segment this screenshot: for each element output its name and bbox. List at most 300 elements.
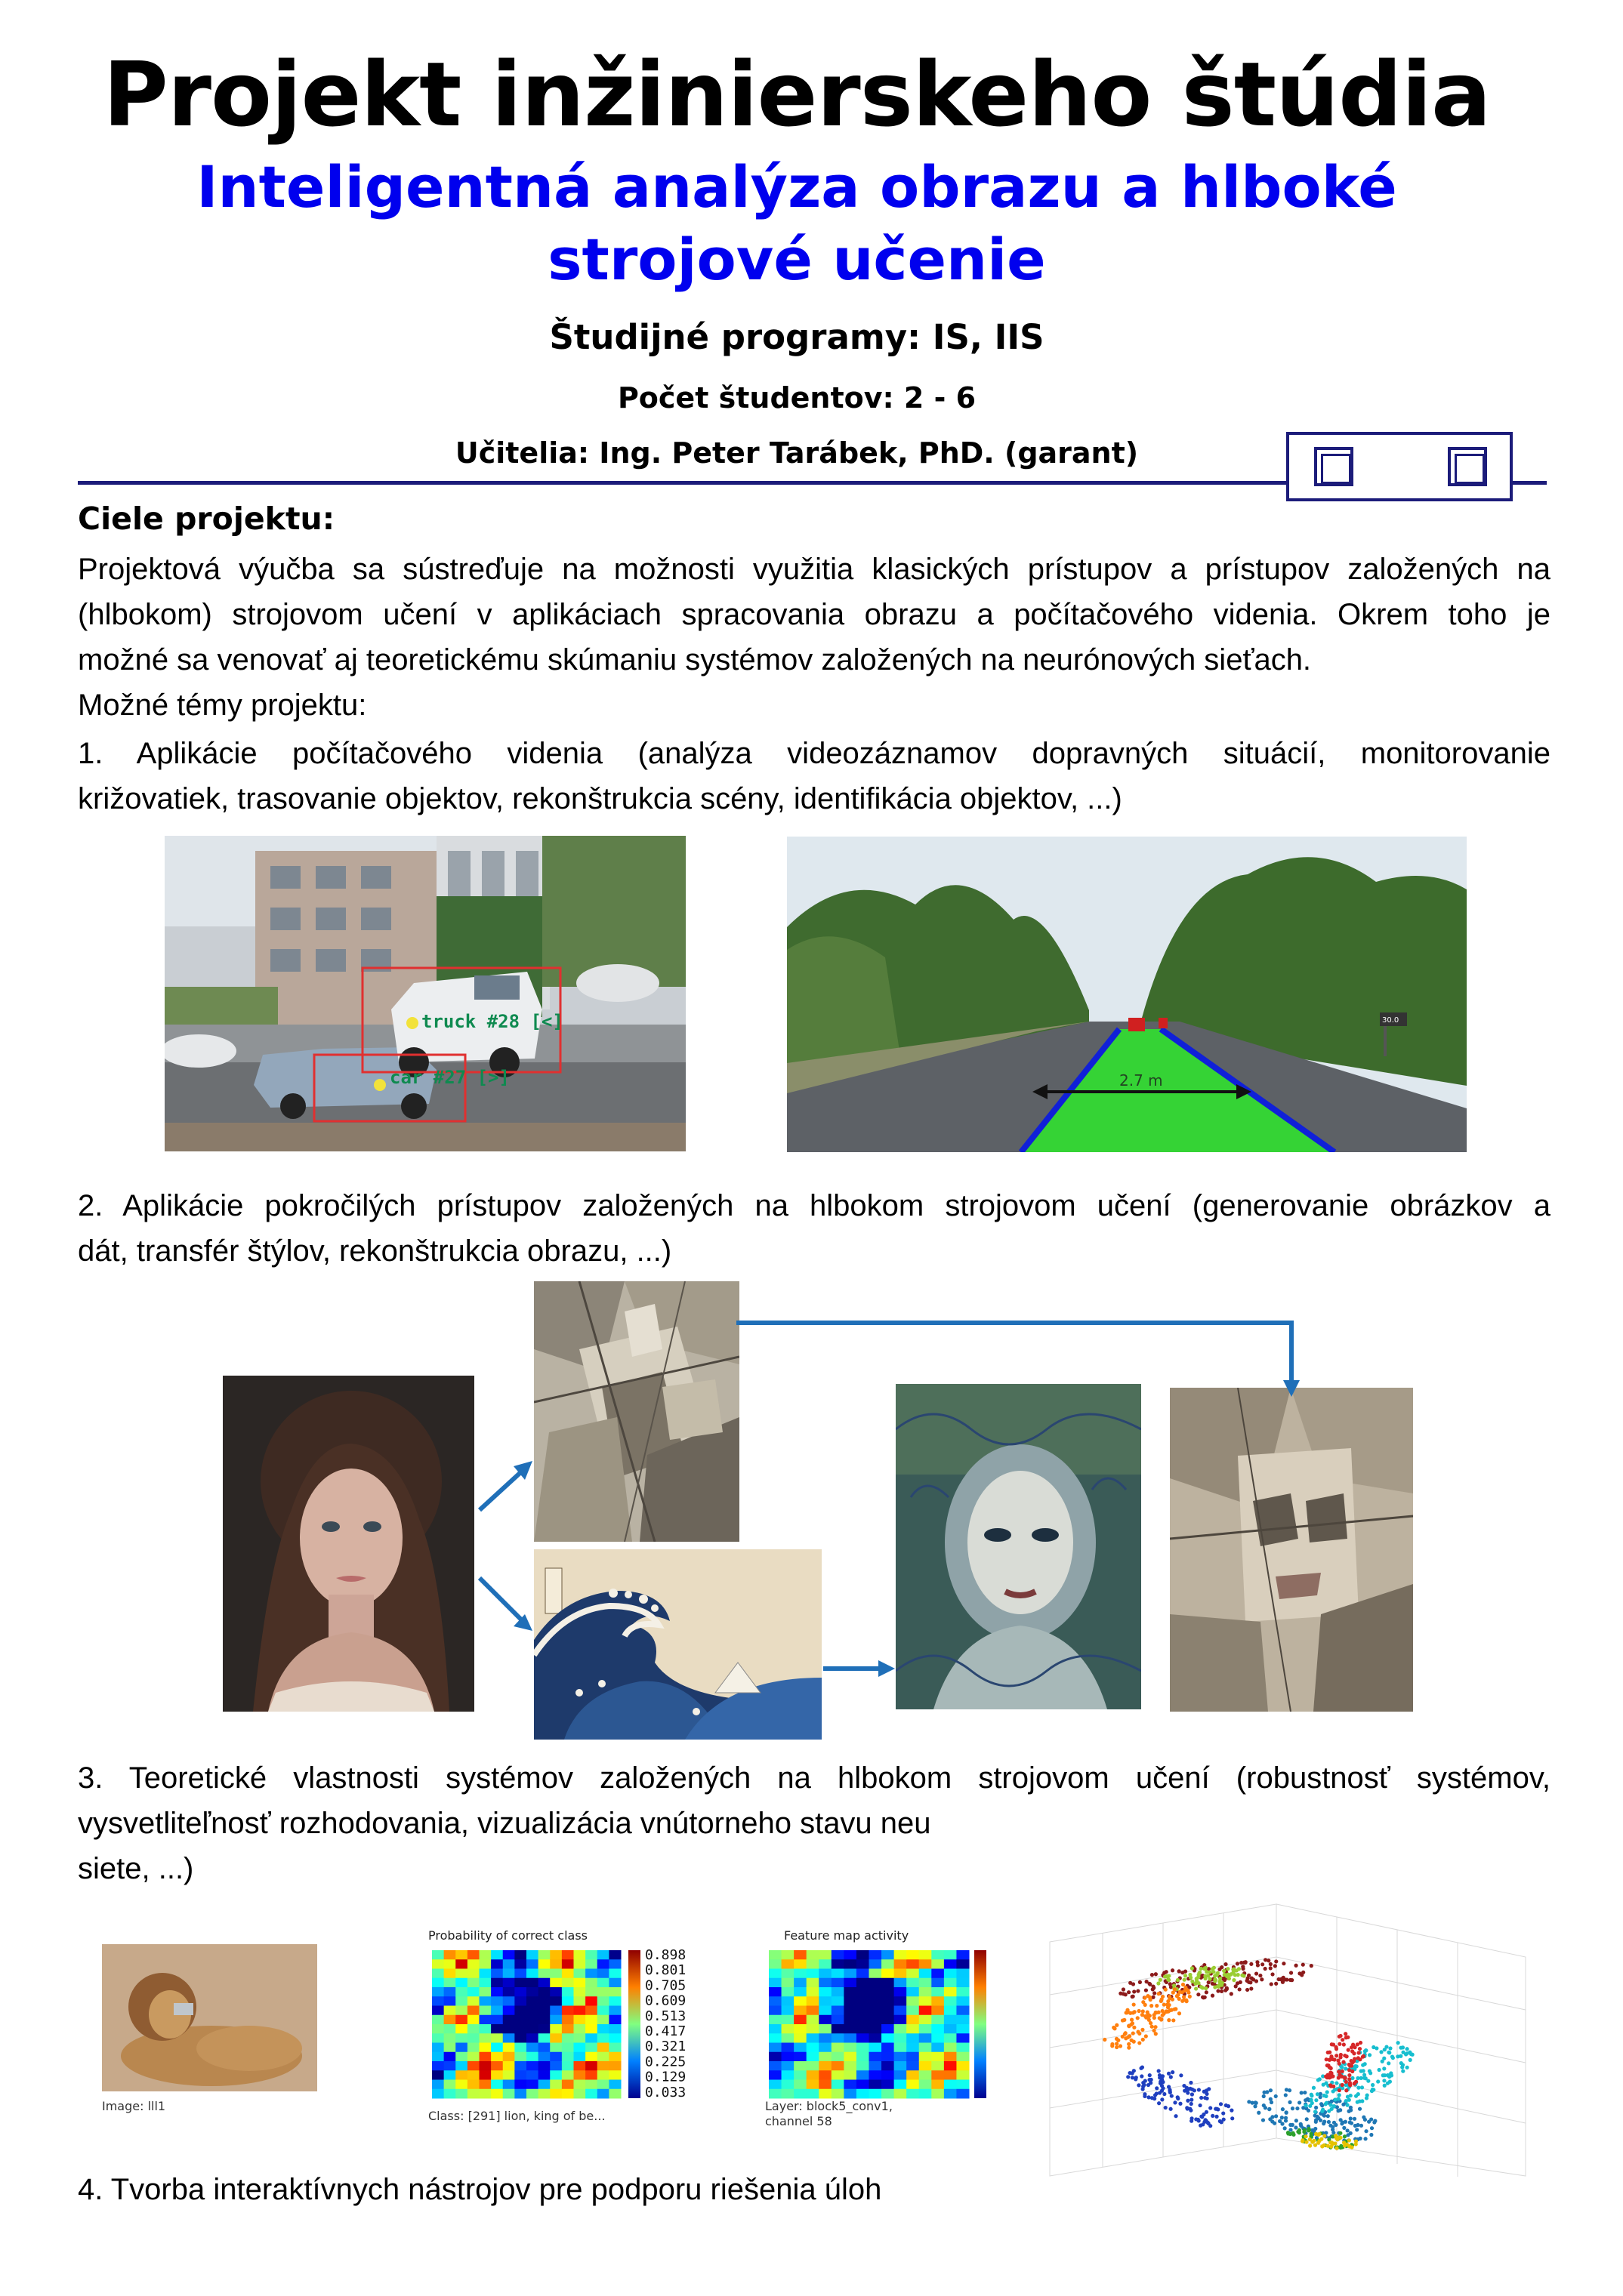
scatter-point bbox=[1387, 2051, 1390, 2054]
scatter-point bbox=[1387, 2061, 1390, 2065]
heatmap-cell bbox=[944, 1987, 957, 1997]
heatmap-cell bbox=[609, 1996, 621, 2006]
heatmap-cell bbox=[919, 2033, 932, 2043]
scatter-point bbox=[1285, 2088, 1288, 2091]
scatter-point bbox=[1383, 2084, 1387, 2088]
heatmap-cell bbox=[491, 1996, 503, 2006]
heatmap-cell bbox=[881, 1996, 894, 2006]
scatter-point bbox=[1174, 2114, 1177, 2118]
scatter-point bbox=[1376, 2079, 1380, 2083]
scatter-point bbox=[1344, 2032, 1347, 2036]
heatmap-cell bbox=[894, 2033, 907, 2043]
scatter-point bbox=[1335, 2147, 1338, 2150]
scatter-point bbox=[1308, 2143, 1312, 2147]
scatter-point bbox=[1200, 2115, 1204, 2119]
subtitle-line-1: Inteligentná analýza obrazu a hlboké bbox=[196, 153, 1397, 220]
heatmap-cell bbox=[526, 2015, 538, 2025]
scatter-point bbox=[1290, 1978, 1294, 1982]
heatmap-cell bbox=[480, 1978, 492, 1988]
heatmap-cell bbox=[467, 1978, 480, 1988]
heatmap-cell bbox=[491, 2033, 503, 2043]
scatter-point bbox=[1310, 2094, 1313, 2097]
heatmap-cell bbox=[514, 2070, 526, 2080]
scatter-point bbox=[1146, 2011, 1149, 2014]
heatmap-cell bbox=[585, 2052, 597, 2062]
scatter-point bbox=[1173, 2100, 1177, 2104]
scatter-point bbox=[1347, 2077, 1351, 2081]
heatmap-cell bbox=[455, 1996, 467, 2006]
heatmap-cell bbox=[906, 2089, 919, 2099]
heatmap-cell bbox=[807, 2061, 819, 2071]
heatmap-cell bbox=[597, 2024, 609, 2034]
heatmap-cell bbox=[503, 2043, 515, 2053]
heatmap-cell bbox=[597, 2043, 609, 2053]
heatmap-cell bbox=[550, 2052, 562, 2062]
heatmap-cell bbox=[491, 2006, 503, 2016]
scatter-point bbox=[1346, 2128, 1350, 2132]
scatter-point bbox=[1189, 2098, 1193, 2102]
scatter-point bbox=[1149, 2004, 1153, 2008]
scatter-point bbox=[1220, 2120, 1223, 2124]
heatmap-cell bbox=[550, 1987, 562, 1997]
scatter-point bbox=[1360, 2085, 1364, 2089]
scatter-point bbox=[1365, 2096, 1368, 2100]
heatmap-cell bbox=[467, 1950, 480, 1960]
scatter-point bbox=[1137, 2041, 1141, 2045]
study-programs: Študijné programy: IS, IIS bbox=[549, 317, 1044, 357]
heatmap-cell bbox=[944, 2006, 957, 2016]
heatmap-cell bbox=[782, 2080, 795, 2090]
scatter-point bbox=[1404, 2052, 1408, 2056]
heatmap-cell bbox=[467, 2052, 480, 2062]
heatmap-cell bbox=[526, 2024, 538, 2034]
heatmap-cell bbox=[514, 2061, 526, 2071]
heatmap-cell bbox=[597, 1978, 609, 1988]
heatmap-cell bbox=[432, 1987, 444, 1997]
heatmap-cell bbox=[574, 2043, 586, 2053]
heatmap-cell bbox=[769, 2033, 782, 2043]
scatter-point bbox=[1280, 2116, 1284, 2119]
feature-map-title: Feature map activity bbox=[784, 1928, 909, 1943]
heatmap-cell bbox=[480, 2043, 492, 2053]
scatter-point bbox=[1169, 2075, 1173, 2079]
heatmap-cell bbox=[597, 2033, 609, 2043]
scatter-point bbox=[1342, 2140, 1346, 2144]
scatter-point bbox=[1226, 1967, 1230, 1971]
scatter-point bbox=[1236, 1962, 1239, 1965]
heatmap-cell bbox=[931, 1950, 944, 1960]
scatter-point bbox=[1136, 2016, 1140, 2020]
heatmap-cell bbox=[432, 2043, 444, 2053]
scatter-point bbox=[1190, 2088, 1194, 2091]
scatter-point bbox=[1203, 2096, 1207, 2100]
scatter-point bbox=[1223, 1989, 1227, 1992]
scatter-point bbox=[1222, 1969, 1226, 1973]
scatter-point bbox=[1247, 1980, 1251, 1984]
heatmap-cell bbox=[609, 2033, 621, 2043]
scatter-point bbox=[1115, 2045, 1119, 2049]
heatmap-cell bbox=[574, 2024, 586, 2034]
colorbar-tick-label: 0.609 bbox=[645, 1992, 687, 2009]
heatmap-cell bbox=[455, 2043, 467, 2053]
heatmap-cell bbox=[856, 2061, 869, 2071]
heatmap-cell bbox=[869, 1959, 882, 1969]
heatmap-cell bbox=[503, 1969, 515, 1979]
scatter-point bbox=[1157, 2101, 1161, 2105]
heatmap-cell bbox=[480, 1969, 492, 1979]
scatter-point bbox=[1207, 2122, 1211, 2125]
heatmap-cell bbox=[514, 2015, 526, 2025]
scatter-point bbox=[1238, 1987, 1242, 1991]
heatmap-cell bbox=[906, 1996, 919, 2006]
scatter-point bbox=[1241, 1965, 1245, 1968]
scatter-point bbox=[1178, 2102, 1182, 2106]
heatmap-cell bbox=[526, 2089, 538, 2099]
heatmap-cell bbox=[467, 2006, 480, 2016]
heatmap-cell bbox=[782, 1959, 795, 1969]
heatmap-cell bbox=[444, 1959, 456, 1969]
heatmap-cell bbox=[585, 2006, 597, 2016]
heatmap-cell bbox=[844, 1978, 856, 1988]
heatmap-cell bbox=[538, 1996, 551, 2006]
scatter-point bbox=[1122, 1987, 1125, 1991]
scatter-point bbox=[1177, 2011, 1181, 2015]
scatter-point bbox=[1155, 2091, 1159, 2095]
scatter-point bbox=[1189, 2102, 1193, 2106]
heatmap-cell bbox=[869, 2033, 882, 2043]
scatter-point bbox=[1338, 2136, 1342, 2140]
topic-4 bbox=[78, 2167, 1550, 2212]
scatter-point bbox=[1131, 2071, 1134, 2075]
scatter-point bbox=[1291, 2133, 1295, 2137]
heatmap-cell bbox=[944, 2015, 957, 2025]
heatmap-cell bbox=[514, 2033, 526, 2043]
probability-heatmap-panel bbox=[424, 1928, 727, 2130]
heatmap-cell bbox=[832, 2080, 844, 2090]
scatter-point bbox=[1140, 2028, 1144, 2032]
scatter-point bbox=[1396, 2041, 1400, 2045]
scatter-point bbox=[1146, 2095, 1150, 2099]
heatmap-cell bbox=[514, 2089, 526, 2099]
topic-line: 2. Aplikácie pokročilých prístupov založených na hlbokom strojovom učení (generovanie obrázkov a bbox=[78, 1189, 1550, 1222]
heatmap-cell bbox=[919, 2015, 932, 2025]
heatmap-cell bbox=[769, 2015, 782, 2025]
scatter-point bbox=[1213, 1985, 1217, 1989]
scatter-point bbox=[1130, 2039, 1134, 2042]
scatter-point bbox=[1278, 2119, 1282, 2123]
scatter-point bbox=[1148, 1996, 1152, 1999]
heatmap-cell bbox=[769, 1978, 782, 1988]
heatmap-cell bbox=[514, 2006, 526, 2016]
heatmap-cell bbox=[432, 2052, 444, 2062]
scatter-point bbox=[1165, 1974, 1168, 1978]
heatmap-cell bbox=[881, 1978, 894, 1988]
topic-line: dát, transfér štýlov, rekonštrukcia obrazu, ...) bbox=[78, 1234, 672, 1268]
heatmap-cell bbox=[819, 1987, 832, 1997]
heatmap-cell bbox=[931, 1987, 944, 1997]
heatmap-cell bbox=[769, 2024, 782, 2034]
heatmap-cell bbox=[574, 1978, 586, 1988]
heatmap-cell bbox=[856, 1996, 869, 2006]
heatmap-cell bbox=[794, 1959, 807, 1969]
heatmap-cell bbox=[844, 2080, 856, 2090]
scatter-point bbox=[1164, 1988, 1168, 1992]
scatter-point bbox=[1176, 2095, 1180, 2099]
scatter-point bbox=[1347, 2138, 1351, 2142]
scatter-point bbox=[1147, 2018, 1151, 2022]
heatmap-cell bbox=[432, 2061, 444, 2071]
goals-heading: Ciele projektu: bbox=[78, 501, 335, 537]
topic-line: križovatiek, trasovanie objektov, rekonštrukcia scény, identifikácia objektov, ...) bbox=[78, 782, 1122, 815]
heatmap-cell bbox=[609, 1959, 621, 1969]
heatmap-cell bbox=[503, 1950, 515, 1960]
heatmap-cell bbox=[931, 1996, 944, 2006]
scatter-point bbox=[1328, 2140, 1332, 2144]
scatter-point bbox=[1221, 2111, 1225, 2115]
scatter-point bbox=[1162, 2002, 1166, 2006]
scatter-point bbox=[1314, 2118, 1318, 2122]
scatter-point bbox=[1284, 2093, 1288, 2097]
heatmap-cell bbox=[538, 2015, 551, 2025]
scatter-point bbox=[1103, 2038, 1106, 2042]
heatmap-cell bbox=[782, 2015, 795, 2025]
scatter-point bbox=[1261, 2118, 1265, 2122]
heatmap-cell bbox=[550, 1969, 562, 1979]
heatmap-cell bbox=[467, 2080, 480, 2090]
scatter-point bbox=[1254, 2101, 1258, 2105]
scatter-point bbox=[1320, 2110, 1324, 2113]
scatter-point bbox=[1340, 2065, 1344, 2069]
heatmap-cell bbox=[514, 1978, 526, 1988]
scatter-point bbox=[1304, 2098, 1307, 2102]
scatter-point bbox=[1223, 1962, 1227, 1966]
heatmap-cell bbox=[931, 1959, 944, 1969]
scatter-point bbox=[1150, 1973, 1154, 1977]
scatter-point bbox=[1141, 2038, 1145, 2042]
heatmap-cell bbox=[432, 2006, 444, 2016]
scatter-point bbox=[1325, 2101, 1328, 2105]
heatmap-cell bbox=[480, 2070, 492, 2080]
lion-image-caption: Image: lll1 bbox=[102, 2099, 166, 2113]
heatmap-cell bbox=[956, 1959, 969, 1969]
scatter-point bbox=[1267, 2107, 1271, 2111]
heatmap-cell bbox=[491, 1969, 503, 1979]
heatmap-cell bbox=[455, 2061, 467, 2071]
scatter-point bbox=[1196, 1992, 1200, 1996]
heatmap-cell bbox=[782, 2024, 795, 2034]
subtitle-line-2: strojové učenie bbox=[548, 226, 1046, 293]
heatmap-cell bbox=[562, 2043, 574, 2053]
heatmap-cell bbox=[609, 2052, 621, 2062]
heatmap-cell bbox=[503, 2080, 515, 2090]
heatmap-cell bbox=[956, 2080, 969, 2090]
heatmap-cell bbox=[807, 1969, 819, 1979]
heatmap-cell bbox=[609, 2061, 621, 2071]
heatmap-cell bbox=[514, 1969, 526, 1979]
scatter-point bbox=[1300, 2091, 1304, 2094]
heatmap-cell bbox=[597, 2080, 609, 2090]
heatmap-cell bbox=[869, 1987, 882, 1997]
heatmap-cell bbox=[574, 2070, 586, 2080]
heatmap-cell bbox=[503, 1978, 515, 1988]
heatmap-cell bbox=[550, 2089, 562, 2099]
heatmap-cell bbox=[819, 2015, 832, 2025]
heatmap-cell bbox=[480, 2052, 492, 2062]
heatmap-cell bbox=[782, 2043, 795, 2053]
heatmap-cell bbox=[550, 2061, 562, 2071]
feature-map-caption-2: channel 58 bbox=[765, 2114, 832, 2128]
scatter-point bbox=[1152, 2097, 1156, 2100]
embedding-3d-scatter-image bbox=[1027, 1889, 1548, 2206]
scatter-point bbox=[1115, 2023, 1119, 2027]
topic-line: 3. Teoretické vlastnosti systémov založených na hlbokom strojovom učení (robustnosť systémov, bbox=[78, 1761, 1550, 1795]
scatter-point bbox=[1174, 2007, 1177, 2011]
scatter-point bbox=[1344, 2080, 1348, 2084]
scatter-point bbox=[1351, 2043, 1355, 2047]
topic-line: vysvetliteľnosť rozhodovania, vizualizácia vnútorneho stavu neu bbox=[78, 1807, 931, 1840]
heatmap-cell bbox=[491, 2061, 503, 2071]
heatmap-cell bbox=[769, 1959, 782, 1969]
heatmap-cell bbox=[597, 2015, 609, 2025]
scatter-point bbox=[1322, 2083, 1325, 2087]
scatter-point bbox=[1341, 2103, 1345, 2106]
heatmap-cell bbox=[585, 1959, 597, 1969]
heatmap-cell bbox=[894, 1959, 907, 1969]
distance-label: 2.7 m bbox=[1119, 1071, 1163, 1089]
heatmap-cell bbox=[832, 2024, 844, 2034]
heatmap-cell bbox=[906, 2061, 919, 2071]
scatter-point bbox=[1204, 1986, 1208, 1990]
heatmap-cell bbox=[444, 2024, 456, 2034]
heatmap-cell bbox=[944, 1996, 957, 2006]
scatter-point bbox=[1368, 2069, 1372, 2073]
scatter-point bbox=[1388, 2046, 1392, 2050]
scatter-point bbox=[1301, 1963, 1305, 1967]
heatmap-cell bbox=[769, 1996, 782, 2006]
scatter-point bbox=[1282, 1962, 1285, 1965]
scatter-point bbox=[1361, 2063, 1365, 2067]
heatmap-cell bbox=[944, 1978, 957, 1988]
scatter-point bbox=[1331, 2042, 1335, 2046]
heatmap-cell bbox=[550, 2043, 562, 2053]
heatmap-cell bbox=[844, 2089, 856, 2099]
heatmap-cell bbox=[514, 2043, 526, 2053]
topic-line: siete, ...) bbox=[78, 1852, 194, 1885]
scatter-point bbox=[1344, 2066, 1347, 2070]
heatmap-cell bbox=[894, 1987, 907, 1997]
scatter-point bbox=[1350, 2063, 1353, 2067]
heatmap-cell bbox=[906, 2043, 919, 2053]
heatmap-cell bbox=[919, 1987, 932, 1997]
heatmap-cell bbox=[562, 1996, 574, 2006]
heatmap-cell bbox=[585, 2061, 597, 2071]
scatter-point bbox=[1331, 2125, 1335, 2129]
road-sign-text: 30.0 bbox=[1382, 1016, 1399, 1025]
heatmap-cell bbox=[432, 1978, 444, 1988]
heatmap-cell bbox=[919, 1978, 932, 1988]
heatmap-cell bbox=[503, 2070, 515, 2080]
scatter-point bbox=[1202, 1996, 1205, 1999]
scatter-point bbox=[1199, 2096, 1203, 2100]
heatmap-cell bbox=[609, 2043, 621, 2053]
scatter-point bbox=[1405, 2066, 1409, 2069]
heatmap-cell bbox=[467, 2015, 480, 2025]
heatmap-cell bbox=[480, 1996, 492, 2006]
scatter-point bbox=[1260, 1977, 1264, 1981]
scatter-point bbox=[1189, 2109, 1193, 2113]
scatter-point bbox=[1157, 2011, 1161, 2014]
scatter-point bbox=[1189, 2081, 1193, 2085]
scatter-point bbox=[1270, 2115, 1274, 2119]
heatmap-cell bbox=[832, 1950, 844, 1960]
scatter-point bbox=[1314, 2106, 1318, 2110]
heatmap-cell bbox=[491, 1987, 503, 1997]
heatmap-cell bbox=[919, 2024, 932, 2034]
heatmap-cell bbox=[491, 2015, 503, 2025]
heatmap-cell bbox=[794, 2043, 807, 2053]
heatmap-cell bbox=[931, 2033, 944, 2043]
heatmap-cell bbox=[444, 2015, 456, 2025]
scatter-point bbox=[1205, 1990, 1208, 1994]
scatter-point bbox=[1339, 2118, 1343, 2122]
heatmap-cell bbox=[444, 2089, 456, 2099]
heatmap-cell bbox=[869, 1996, 882, 2006]
scatter-point bbox=[1328, 2051, 1331, 2054]
heatmap-cell bbox=[609, 2024, 621, 2034]
scatter-point bbox=[1364, 2048, 1368, 2052]
scatter-point bbox=[1169, 2107, 1173, 2111]
heatmap-cell bbox=[503, 2061, 515, 2071]
scatter-point bbox=[1303, 2091, 1307, 2094]
colorbar-tick-label: 0.705 bbox=[645, 1977, 687, 1994]
heatmap-cell bbox=[609, 1969, 621, 1979]
scatter-point bbox=[1158, 2076, 1162, 2079]
scatter-point bbox=[1356, 2100, 1359, 2104]
heatmap-cell bbox=[807, 2033, 819, 2043]
heatmap-cell bbox=[562, 2070, 574, 2080]
lane-detection-image bbox=[787, 837, 1467, 1152]
heatmap-cell bbox=[881, 2006, 894, 2016]
heatmap-cell bbox=[538, 2024, 551, 2034]
scatter-point bbox=[1144, 2034, 1148, 2038]
heatmap-cell bbox=[491, 2052, 503, 2062]
heatmap-cell bbox=[574, 2052, 586, 2062]
heatmap-cell bbox=[562, 2061, 574, 2071]
traffic-detection-image bbox=[165, 836, 686, 1151]
scatter-point bbox=[1338, 2131, 1342, 2135]
scatter-point bbox=[1201, 1986, 1205, 1989]
heatmap-cell bbox=[491, 2024, 503, 2034]
scatter-point bbox=[1157, 1992, 1161, 1996]
heatmap-cell bbox=[562, 2024, 574, 2034]
scatter-point bbox=[1154, 1972, 1158, 1976]
scatter-point bbox=[1378, 2068, 1381, 2072]
heatmap-cell bbox=[794, 1950, 807, 1960]
heatmap-cell bbox=[881, 1969, 894, 1979]
heatmap-cell bbox=[794, 2015, 807, 2025]
heatmap-cell bbox=[844, 2006, 856, 2016]
scatter-point bbox=[1132, 1989, 1136, 1993]
heatmap-cell bbox=[782, 1969, 795, 1979]
heatmap-cell bbox=[585, 2024, 597, 2034]
heatmap-cell bbox=[944, 2089, 957, 2099]
scatter-point bbox=[1288, 2100, 1291, 2104]
heatmap-cell bbox=[906, 2080, 919, 2090]
lion-image-panel bbox=[98, 1935, 325, 2122]
scatter-point bbox=[1329, 2066, 1333, 2070]
heatmap-cell bbox=[881, 2043, 894, 2053]
heatmap-cell bbox=[819, 1996, 832, 2006]
